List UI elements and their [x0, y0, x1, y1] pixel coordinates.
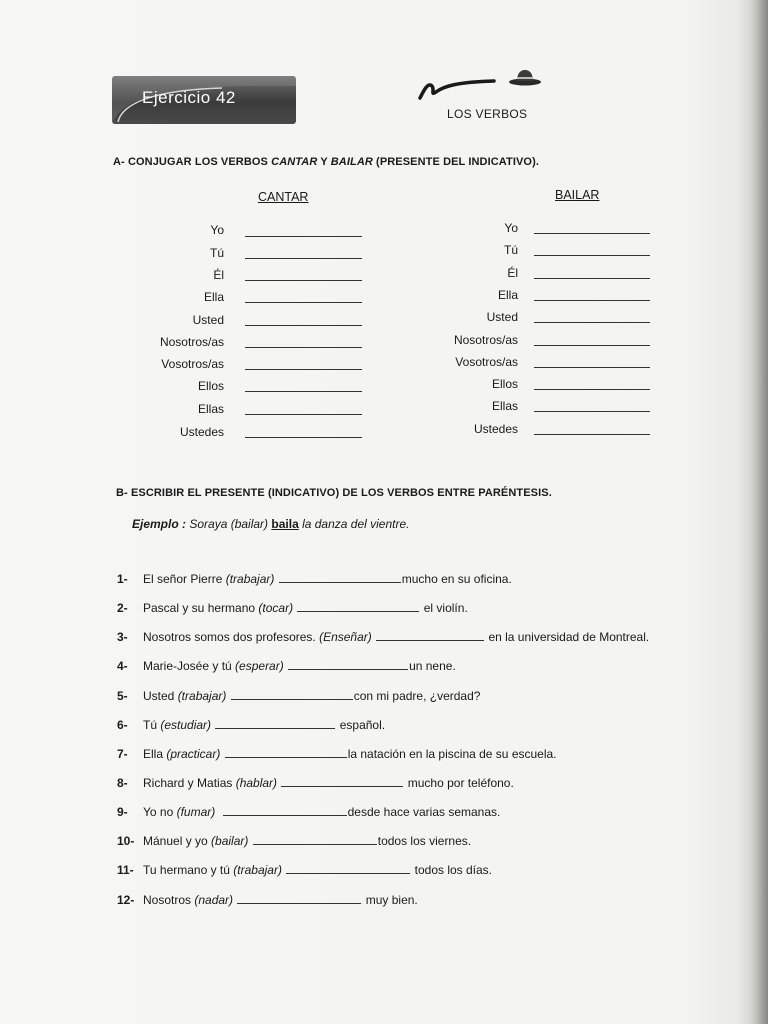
bailar-pronoun: Él	[507, 266, 518, 280]
bailar-answer-blank[interactable]	[534, 322, 650, 323]
answer-blank[interactable]	[215, 719, 335, 729]
example-sentence: Ejemplo : Soraya (bailar) baila la danza del vientre.	[132, 517, 410, 531]
answer-blank[interactable]	[237, 894, 361, 904]
bailar-column-title: BAILAR	[555, 188, 600, 202]
answer-blank[interactable]	[286, 864, 410, 874]
answer-blank[interactable]	[281, 777, 403, 787]
answer-blank[interactable]	[279, 573, 401, 583]
bailar-pronoun: Tú	[503, 243, 518, 257]
cantar-pronoun: Tú	[209, 246, 224, 260]
answer-blank[interactable]	[225, 748, 347, 758]
exercise-item: 9- Yo no (fumar) desde hace varias semanas.	[117, 805, 501, 819]
cantar-pronoun: Ella	[203, 290, 224, 304]
bailar-pronoun: Usted	[486, 310, 518, 324]
answer-blank[interactable]	[376, 631, 484, 641]
bailar-pronoun: Ellos	[491, 377, 518, 391]
answer-blank[interactable]	[288, 660, 408, 670]
example-answer: baila	[271, 517, 299, 531]
bailar-answer-blank[interactable]	[534, 389, 650, 390]
bailar-answer-blank[interactable]	[534, 233, 650, 234]
cantar-answer-blank[interactable]	[245, 437, 362, 438]
sombrero-logo-icon	[418, 68, 548, 104]
bailar-answer-blank[interactable]	[534, 434, 650, 435]
page-edge-shadow	[750, 0, 768, 1024]
example-label: Ejemplo :	[132, 517, 187, 531]
answer-blank[interactable]	[297, 602, 419, 612]
exercise-item: 7- Ella (practicar) la natación en la piscina de su escuela.	[117, 747, 557, 761]
exercise-item: 12- Nosotros (nadar) muy bien.	[117, 893, 418, 907]
cantar-pronoun: Ellos	[197, 379, 224, 393]
cantar-pronoun: Yo	[210, 223, 224, 237]
cantar-answer-blank[interactable]	[245, 302, 362, 303]
exercise-item: 6- Tú (estudiar) español.	[117, 718, 386, 732]
worksheet-subtitle: LOS VERBOS	[447, 107, 528, 121]
bailar-pronoun: Ustedes	[473, 422, 518, 436]
bailar-pronoun: Yo	[504, 221, 518, 235]
bailar-pronoun: Ellas	[491, 399, 518, 413]
exercise-item: 11- Tu hermano y tú (trabajar) todos los días.	[117, 863, 493, 877]
exercise-title: Ejercicio 42	[142, 88, 236, 107]
answer-blank[interactable]	[253, 835, 377, 845]
cantar-pronoun: Ustedes	[179, 425, 224, 439]
bailar-answer-blank[interactable]	[534, 411, 650, 412]
bailar-answer-blank[interactable]	[534, 367, 650, 368]
cantar-answer-blank[interactable]	[245, 280, 362, 281]
bailar-pronoun: Ella	[497, 288, 518, 302]
exercise-item: 5- Usted (trabajar) con mi padre, ¿verdad?	[117, 689, 481, 703]
bailar-answer-blank[interactable]	[534, 300, 650, 301]
cantar-pronoun: Él	[213, 268, 224, 282]
bailar-pronoun: Nosotros/as	[453, 333, 518, 347]
cantar-answer-blank[interactable]	[245, 347, 362, 348]
cantar-pronoun: Usted	[192, 313, 224, 327]
answer-blank[interactable]	[223, 806, 347, 816]
bailar-answer-blank[interactable]	[534, 278, 650, 279]
bailar-answer-blank[interactable]	[534, 345, 650, 346]
answer-blank[interactable]	[231, 690, 353, 700]
exercise-item: 10- Mánuel y yo (bailar) todos los viernes.	[117, 834, 472, 848]
cantar-pronoun: Nosotros/as	[159, 335, 224, 349]
exercise-title-banner	[112, 76, 296, 124]
exercise-item: 2- Pascal y su hermano (tocar) el violín.	[117, 601, 468, 615]
exercise-item: 4- Marie-Josée y tú (esperar) un nene.	[117, 659, 456, 673]
exercise-item: 8- Richard y Matias (hablar) mucho por teléfono.	[117, 776, 514, 790]
cantar-pronoun: Vosotros/as	[161, 357, 224, 371]
cantar-answer-blank[interactable]	[245, 258, 362, 259]
bailar-answer-blank[interactable]	[534, 255, 650, 256]
bailar-pronoun: Vosotros/as	[455, 355, 518, 369]
cantar-answer-blank[interactable]	[245, 325, 362, 326]
cantar-answer-blank[interactable]	[245, 391, 362, 392]
exercise-item: 1- El señor Pierre (trabajar) mucho en su oficina.	[117, 572, 512, 586]
cantar-column-title: CANTAR	[258, 190, 309, 204]
cantar-answer-blank[interactable]	[245, 369, 362, 370]
cantar-answer-blank[interactable]	[245, 414, 362, 415]
cantar-answer-blank[interactable]	[245, 236, 362, 237]
section-a-heading: A- CONJUGAR LOS VERBOS CANTAR Y BAILAR (PRESENTE DEL INDICATIVO).	[113, 156, 539, 168]
exercise-item: 3- Nosotros somos dos profesores. (Enseñar) en la universidad de Montreal.	[117, 630, 650, 644]
section-b-heading: B- ESCRIBIR EL PRESENTE (INDICATIVO) DE LOS VERBOS ENTRE PARÉNTESIS.	[116, 487, 552, 499]
cantar-pronoun: Ellas	[197, 402, 224, 416]
